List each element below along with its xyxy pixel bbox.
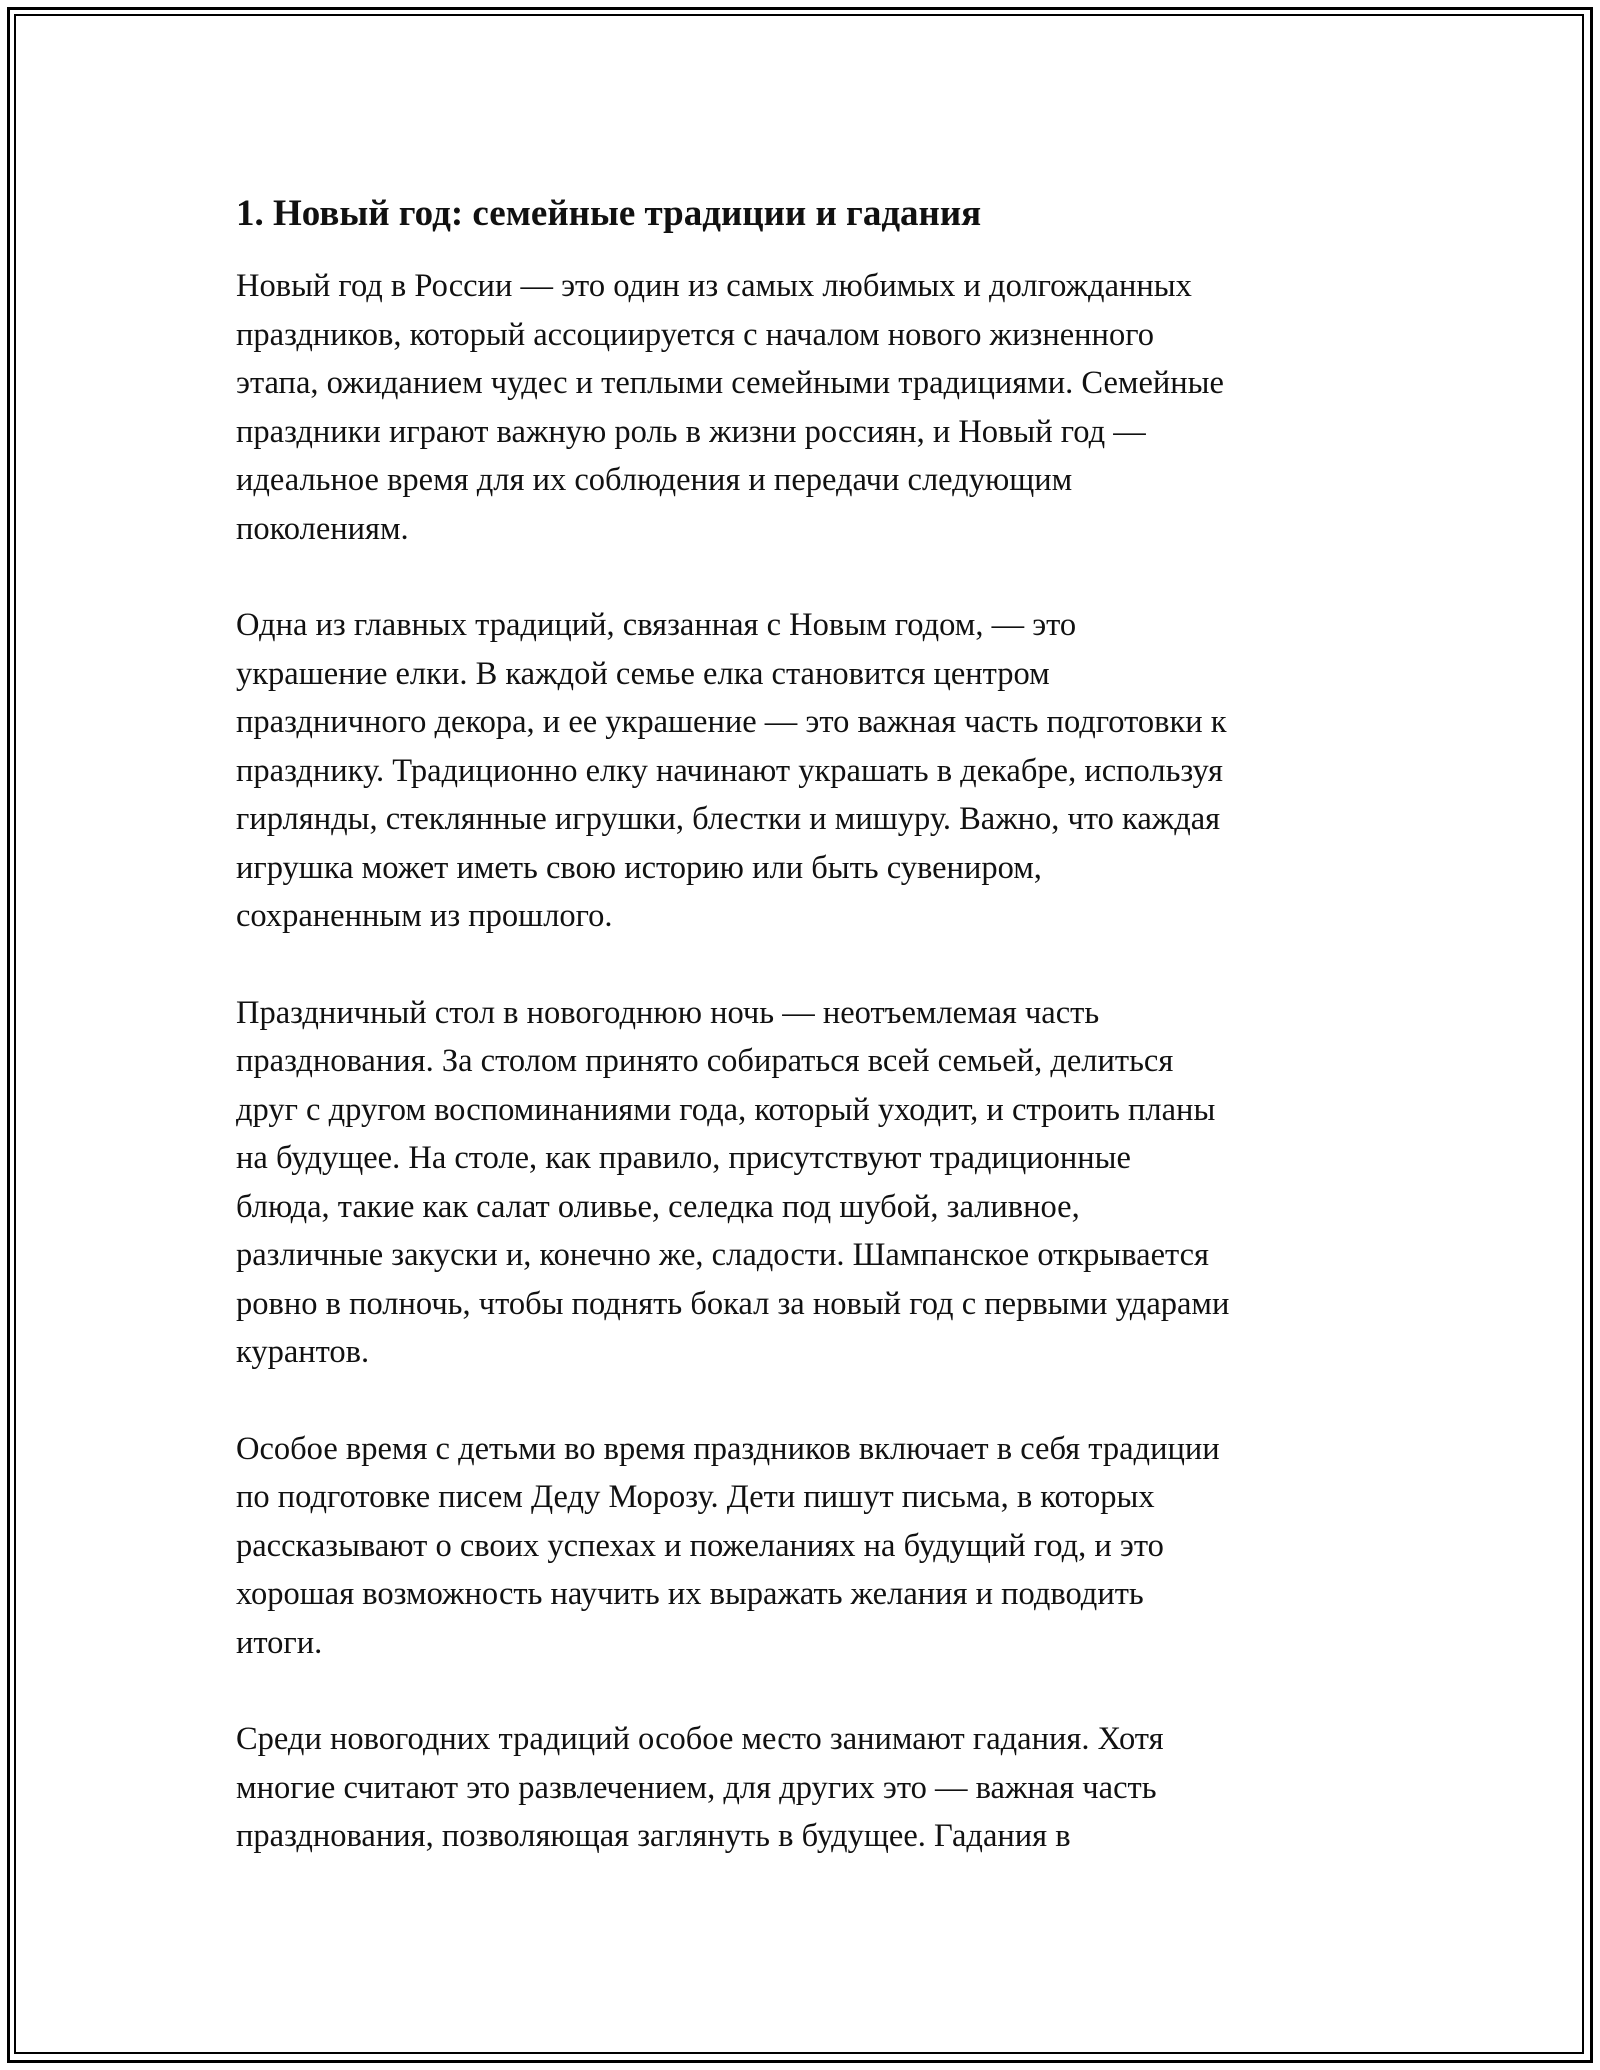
paragraph-new-year-intro	[236, 262, 1376, 553]
text-line: Праздничный стол в новогоднюю ночь — неотъемлемая часть	[236, 994, 1100, 1031]
text-line: Среди новогодних традиций особое место занимают гадания. Хотя	[236, 1721, 1164, 1757]
text-line: сохраненным из прошлого.	[236, 898, 613, 934]
text-line: блюда, такие как салат оливье, селедка под шубой, заливное,	[236, 1188, 1080, 1225]
text-line: праздничного декора, и ее украшение — это важная часть подготовки к	[236, 704, 1227, 740]
text-line: ровно в полночь, чтобы поднять бокал за новый год с первыми ударами	[236, 1285, 1230, 1322]
text-line: по подготовке писем Деду Морозу. Дети пишут письма, в которых	[236, 1479, 1155, 1515]
text-line: Новый год в России — это один из самых любимых и долгожданных	[236, 268, 1192, 304]
text-line: гирлянды, стеклянные игрушки, блестки и мишуру. Важно, что каждая	[236, 801, 1221, 837]
text-line: хорошая возможность научить их выражать желания и подводить	[236, 1576, 1144, 1612]
text-line: игрушка может иметь свою историю или быть сувениром,	[236, 849, 1042, 886]
text-line: Особое время с детьми во время праздников включает в себя традиции	[236, 1430, 1220, 1467]
document-body	[236, 186, 1376, 1909]
text-line: друг с другом воспоминаниями года, который уходит, и строить планы	[236, 1091, 1216, 1128]
text-line: многие считают это развлечением, для других это — важная часть	[236, 1769, 1157, 1806]
text-line: курантов.	[236, 1334, 370, 1370]
text-line: праздники играют важную роль в жизни россиян, и Новый год —	[236, 413, 1146, 450]
text-line: на будущее. На столе, как правило, присутствуют традиционные	[236, 1140, 1131, 1176]
text-line: Одна из главных традиций, связанная с Новым годом, — это	[236, 607, 1077, 643]
text-line: празднования. За столом принято собираться всей семьей, делиться	[236, 1043, 1174, 1079]
text-line: украшение елки. В каждой семье елка становится центром	[236, 655, 1050, 692]
text-line: итоги.	[236, 1624, 323, 1661]
section-heading: 1. Новый год: семейные традиции и гадания	[236, 193, 982, 234]
text-line: рассказывают о своих успехах и пожеланиях на будущий год, и это	[236, 1527, 1164, 1564]
paragraph-fortune-telling	[236, 1715, 1376, 1861]
text-line: празднования, позволяющая заглянуть в будущее. Гадания в	[236, 1818, 1071, 1854]
text-line: праздников, который ассоциируется с началом нового жизненного	[236, 316, 1154, 353]
paragraph-festive-table	[236, 989, 1376, 1377]
text-line: этапа, ожиданием чудес и теплыми семейными традициями. Семейные	[236, 365, 1224, 401]
text-line: идеальное время для их соблюдения и передачи следующим	[236, 462, 1073, 498]
paragraph-tree-decoration	[236, 601, 1376, 941]
text-line: празднику. Традиционно елку начинают украшать в декабре, используя	[236, 752, 1223, 789]
text-line: различные закуски и, конечно же, сладости. Шампанское открывается	[236, 1237, 1210, 1273]
paragraph-letters-to-ded-moroz	[236, 1425, 1376, 1668]
text-line: поколениям.	[236, 510, 409, 547]
